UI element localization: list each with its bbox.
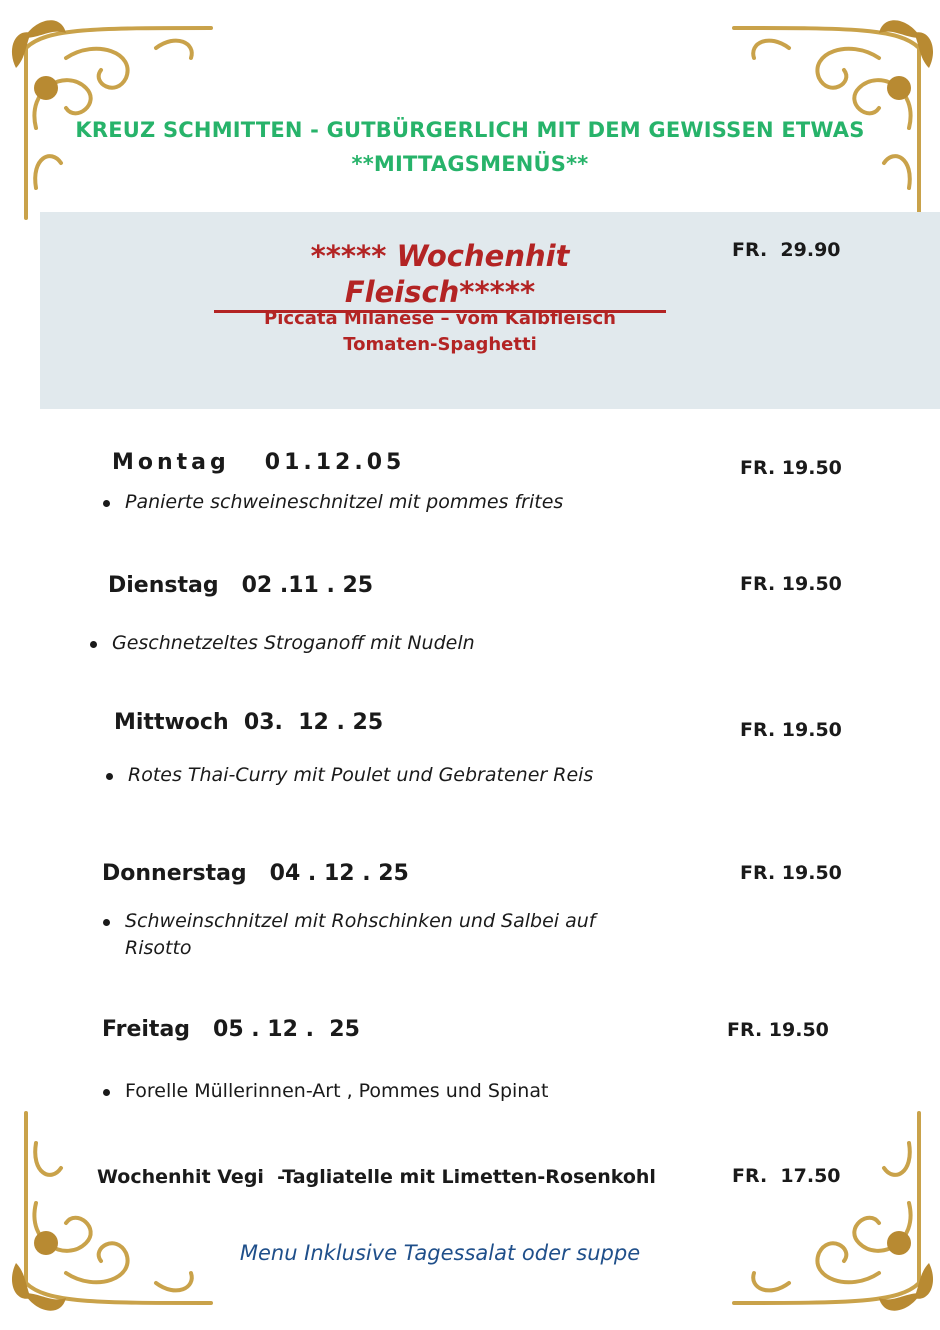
ornament-top-left-icon [6, 8, 221, 223]
dish-monday: Panierte schweineschnitzel mit pommes frites [125, 491, 564, 513]
day-label-friday: Freitag 05 . 12 . 25 [102, 1017, 360, 1042]
day-price-monday: FR. 19.50 [740, 457, 842, 479]
dish-thursday-line1: Schweinschnitzel mit Rohschinken und Salbei auf [125, 910, 596, 932]
dish-wednesday: Rotes Thai-Curry mit Poulet und Gebratener Reis [128, 764, 594, 786]
special-price: FR. 29.90 [732, 239, 841, 261]
day-price-tuesday: FR. 19.50 [740, 573, 842, 595]
day-price-friday: FR. 19.50 [727, 1019, 829, 1041]
bullet-icon [103, 1089, 110, 1096]
day-label-tuesday: Dienstag 02 .11 . 25 [108, 573, 374, 598]
bullet-icon [106, 773, 113, 780]
dish-thursday-line2: Risotto [125, 937, 192, 959]
footer-note: Menu Inklusive Tagessalat oder suppe [239, 1241, 641, 1265]
dish-friday: Forelle Müllerinnen-Art , Pommes und Spinat [125, 1080, 549, 1102]
header-subtitle: **MITTAGSMENÜS** [351, 152, 589, 176]
ornament-bottom-right-icon [724, 1108, 939, 1323]
day-price-wednesday: FR. 19.50 [740, 719, 842, 741]
special-dish-line2: Tomaten-Spaghetti [343, 334, 537, 355]
bullet-icon [90, 641, 97, 648]
bullet-icon [103, 500, 110, 507]
ornament-top-right-icon [724, 8, 939, 223]
day-label-monday: Montag 01.12.05 [112, 450, 406, 475]
day-label-wednesday: Mittwoch 03. 12 . 25 [114, 710, 384, 735]
day-label-thursday: Donnerstag 04 . 12 . 25 [102, 861, 409, 886]
vegi-special-label: Wochenhit Vegi -Tagliatelle mit Limetten-Rosenkohl [97, 1166, 656, 1188]
ornament-bottom-left-icon [6, 1108, 221, 1323]
special-dish-line1: Piccata Milanese – vom Kalbfleisch [264, 308, 616, 329]
bullet-icon [103, 919, 110, 926]
vegi-special-price: FR. 17.50 [732, 1165, 841, 1187]
dish-tuesday: Geschnetzeltes Stroganoff mit Nudeln [112, 632, 475, 654]
header-title: KREUZ SCHMITTEN - GUTBÜRGERLICH MIT DEM GEWISSEN ETWAS [75, 118, 865, 142]
special-title: ***** Wochenhit Fleisch***** [214, 238, 666, 313]
day-price-thursday: FR. 19.50 [740, 862, 842, 884]
